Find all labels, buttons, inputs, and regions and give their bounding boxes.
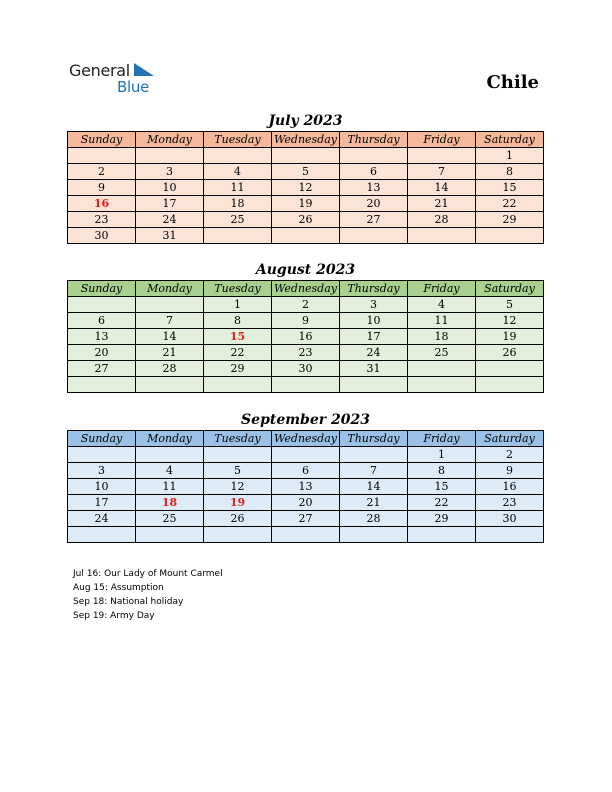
day-cell: 3: [68, 463, 136, 479]
weekday-header-row: [68, 132, 544, 148]
logo-blue-text: Blue: [117, 78, 149, 96]
day-cell: 27: [68, 361, 136, 377]
day-cell: 20: [272, 495, 340, 511]
day-cell: 18: [408, 329, 476, 345]
day-cell: 25: [136, 511, 204, 527]
weekday-header: Wednesday: [272, 431, 340, 447]
empty-day-cell: [340, 228, 408, 244]
holiday-note: Jul 16: Our Lady of Mount Carmel: [73, 569, 223, 579]
day-cell: 24: [68, 511, 136, 527]
day-cell: 1: [476, 148, 544, 164]
day-cell: 25: [408, 345, 476, 361]
day-cell: 28: [136, 361, 204, 377]
week-row: [68, 463, 544, 479]
weekday-header: Monday: [136, 431, 204, 447]
empty-day-cell: [272, 527, 340, 543]
holiday-note: Sep 18: National holiday: [73, 597, 184, 607]
empty-day-cell: [68, 148, 136, 164]
day-cell: 2: [476, 447, 544, 463]
weekday-header: Sunday: [68, 431, 136, 447]
day-cell: 26: [272, 212, 340, 228]
empty-day-cell: [408, 228, 476, 244]
day-cell: 19: [204, 495, 272, 511]
day-cell: 3: [136, 164, 204, 180]
day-cell: 12: [476, 313, 544, 329]
empty-day-cell: [136, 148, 204, 164]
month-july: [67, 111, 544, 244]
day-cell: 7: [340, 463, 408, 479]
week-row: [68, 361, 544, 377]
day-cell: 10: [136, 180, 204, 196]
day-cell: 30: [68, 228, 136, 244]
month-august: [67, 260, 544, 393]
empty-day-cell: [68, 447, 136, 463]
empty-day-cell: [204, 228, 272, 244]
empty-day-cell: [136, 527, 204, 543]
empty-day-cell: [408, 361, 476, 377]
weekday-header: Friday: [408, 281, 476, 297]
day-cell: 12: [204, 479, 272, 495]
empty-day-cell: [68, 377, 136, 393]
week-row: [68, 313, 544, 329]
week-row: [68, 228, 544, 244]
day-cell: 16: [68, 196, 136, 212]
day-cell: 30: [272, 361, 340, 377]
day-cell: 16: [476, 479, 544, 495]
day-cell: 2: [68, 164, 136, 180]
day-cell: 7: [408, 164, 476, 180]
empty-day-cell: [204, 148, 272, 164]
weekday-header: Monday: [136, 132, 204, 148]
week-row: [68, 377, 544, 393]
day-cell: 24: [136, 212, 204, 228]
day-cell: 17: [340, 329, 408, 345]
day-cell: 28: [408, 212, 476, 228]
day-cell: 20: [340, 196, 408, 212]
day-cell: 20: [68, 345, 136, 361]
calendar-table: [67, 280, 544, 393]
day-cell: 14: [340, 479, 408, 495]
week-row: [68, 164, 544, 180]
week-row: [68, 345, 544, 361]
day-cell: 6: [340, 164, 408, 180]
day-cell: 2: [272, 297, 340, 313]
week-row: [68, 212, 544, 228]
day-cell: 9: [68, 180, 136, 196]
day-cell: 13: [272, 479, 340, 495]
weekday-header: Sunday: [68, 132, 136, 148]
day-cell: 24: [340, 345, 408, 361]
day-cell: 19: [272, 196, 340, 212]
day-cell: 31: [340, 361, 408, 377]
day-cell: 1: [408, 447, 476, 463]
empty-day-cell: [204, 447, 272, 463]
day-cell: 27: [340, 212, 408, 228]
empty-day-cell: [476, 377, 544, 393]
empty-day-cell: [68, 527, 136, 543]
day-cell: 3: [340, 297, 408, 313]
day-cell: 21: [340, 495, 408, 511]
week-row: [68, 479, 544, 495]
calendar-table: [67, 131, 544, 244]
empty-day-cell: [272, 148, 340, 164]
day-cell: 4: [408, 297, 476, 313]
day-cell: 29: [204, 361, 272, 377]
empty-day-cell: [136, 297, 204, 313]
holiday-note: Sep 19: Army Day: [73, 611, 155, 621]
weekday-header: Tuesday: [204, 431, 272, 447]
empty-day-cell: [272, 228, 340, 244]
day-cell: 7: [136, 313, 204, 329]
day-cell: 1: [204, 297, 272, 313]
day-cell: 18: [136, 495, 204, 511]
holiday-note: Aug 15: Assumption: [73, 583, 164, 593]
week-row: [68, 297, 544, 313]
day-cell: 17: [68, 495, 136, 511]
empty-day-cell: [476, 527, 544, 543]
day-cell: 9: [272, 313, 340, 329]
day-cell: 6: [272, 463, 340, 479]
weekday-header: Tuesday: [204, 281, 272, 297]
day-cell: 16: [272, 329, 340, 345]
day-cell: 25: [204, 212, 272, 228]
day-cell: 10: [68, 479, 136, 495]
day-cell: 23: [476, 495, 544, 511]
day-cell: 12: [272, 180, 340, 196]
empty-day-cell: [476, 228, 544, 244]
day-cell: 28: [340, 511, 408, 527]
month-title: August 2023: [255, 262, 356, 278]
day-cell: 13: [340, 180, 408, 196]
day-cell: 22: [204, 345, 272, 361]
weekday-header: Tuesday: [204, 132, 272, 148]
weekday-header: Saturday: [476, 281, 544, 297]
empty-day-cell: [136, 447, 204, 463]
day-cell: 23: [272, 345, 340, 361]
empty-day-cell: [68, 297, 136, 313]
week-row: [68, 495, 544, 511]
day-cell: 22: [476, 196, 544, 212]
day-cell: 15: [476, 180, 544, 196]
day-cell: 6: [68, 313, 136, 329]
day-cell: 11: [204, 180, 272, 196]
day-cell: 30: [476, 511, 544, 527]
empty-day-cell: [408, 527, 476, 543]
weekday-header: Thursday: [340, 132, 408, 148]
calendar-table: [67, 430, 544, 543]
day-cell: 11: [136, 479, 204, 495]
weekday-header: Friday: [408, 431, 476, 447]
day-cell: 13: [68, 329, 136, 345]
month-title: July 2023: [268, 113, 343, 129]
empty-day-cell: [340, 447, 408, 463]
weekday-header: Wednesday: [272, 132, 340, 148]
empty-day-cell: [272, 377, 340, 393]
day-cell: 29: [476, 212, 544, 228]
day-cell: 8: [204, 313, 272, 329]
week-row: [68, 527, 544, 543]
weekday-header: Saturday: [476, 431, 544, 447]
empty-day-cell: [340, 527, 408, 543]
logo-general-text: General: [69, 61, 130, 80]
day-cell: 14: [136, 329, 204, 345]
day-cell: 17: [136, 196, 204, 212]
weekday-header: Thursday: [340, 281, 408, 297]
day-cell: 14: [408, 180, 476, 196]
weekday-header: Sunday: [68, 281, 136, 297]
empty-day-cell: [204, 377, 272, 393]
day-cell: 31: [136, 228, 204, 244]
day-cell: 11: [408, 313, 476, 329]
weekday-header: Thursday: [340, 431, 408, 447]
weekday-header: Monday: [136, 281, 204, 297]
empty-day-cell: [340, 148, 408, 164]
weekday-header: Friday: [408, 132, 476, 148]
empty-day-cell: [476, 361, 544, 377]
week-row: [68, 329, 544, 345]
holiday-notes: [73, 567, 223, 623]
day-cell: 22: [408, 495, 476, 511]
day-cell: 23: [68, 212, 136, 228]
week-row: [68, 196, 544, 212]
empty-day-cell: [408, 148, 476, 164]
day-cell: 8: [476, 164, 544, 180]
day-cell: 18: [204, 196, 272, 212]
week-row: [68, 511, 544, 527]
week-row: [68, 447, 544, 463]
day-cell: 21: [408, 196, 476, 212]
weekday-header-row: [68, 281, 544, 297]
day-cell: 5: [204, 463, 272, 479]
empty-day-cell: [340, 377, 408, 393]
weekday-header-row: [68, 431, 544, 447]
day-cell: 19: [476, 329, 544, 345]
week-row: [68, 148, 544, 164]
day-cell: 26: [204, 511, 272, 527]
weekday-header: Saturday: [476, 132, 544, 148]
generalblue-logo: [69, 60, 159, 96]
day-cell: 10: [340, 313, 408, 329]
day-cell: 26: [476, 345, 544, 361]
day-cell: 27: [272, 511, 340, 527]
weekday-header: Wednesday: [272, 281, 340, 297]
month-title: September 2023: [241, 412, 370, 428]
empty-day-cell: [204, 527, 272, 543]
week-row: [68, 180, 544, 196]
month-september: [67, 410, 544, 543]
day-cell: 15: [408, 479, 476, 495]
day-cell: 21: [136, 345, 204, 361]
day-cell: 8: [408, 463, 476, 479]
empty-day-cell: [272, 447, 340, 463]
day-cell: 15: [204, 329, 272, 345]
day-cell: 4: [136, 463, 204, 479]
logo-triangle-icon: [134, 63, 156, 77]
day-cell: 29: [408, 511, 476, 527]
day-cell: 5: [476, 297, 544, 313]
empty-day-cell: [136, 377, 204, 393]
day-cell: 9: [476, 463, 544, 479]
empty-day-cell: [408, 377, 476, 393]
country-title: Chile: [486, 72, 539, 93]
day-cell: 4: [204, 164, 272, 180]
day-cell: 5: [272, 164, 340, 180]
